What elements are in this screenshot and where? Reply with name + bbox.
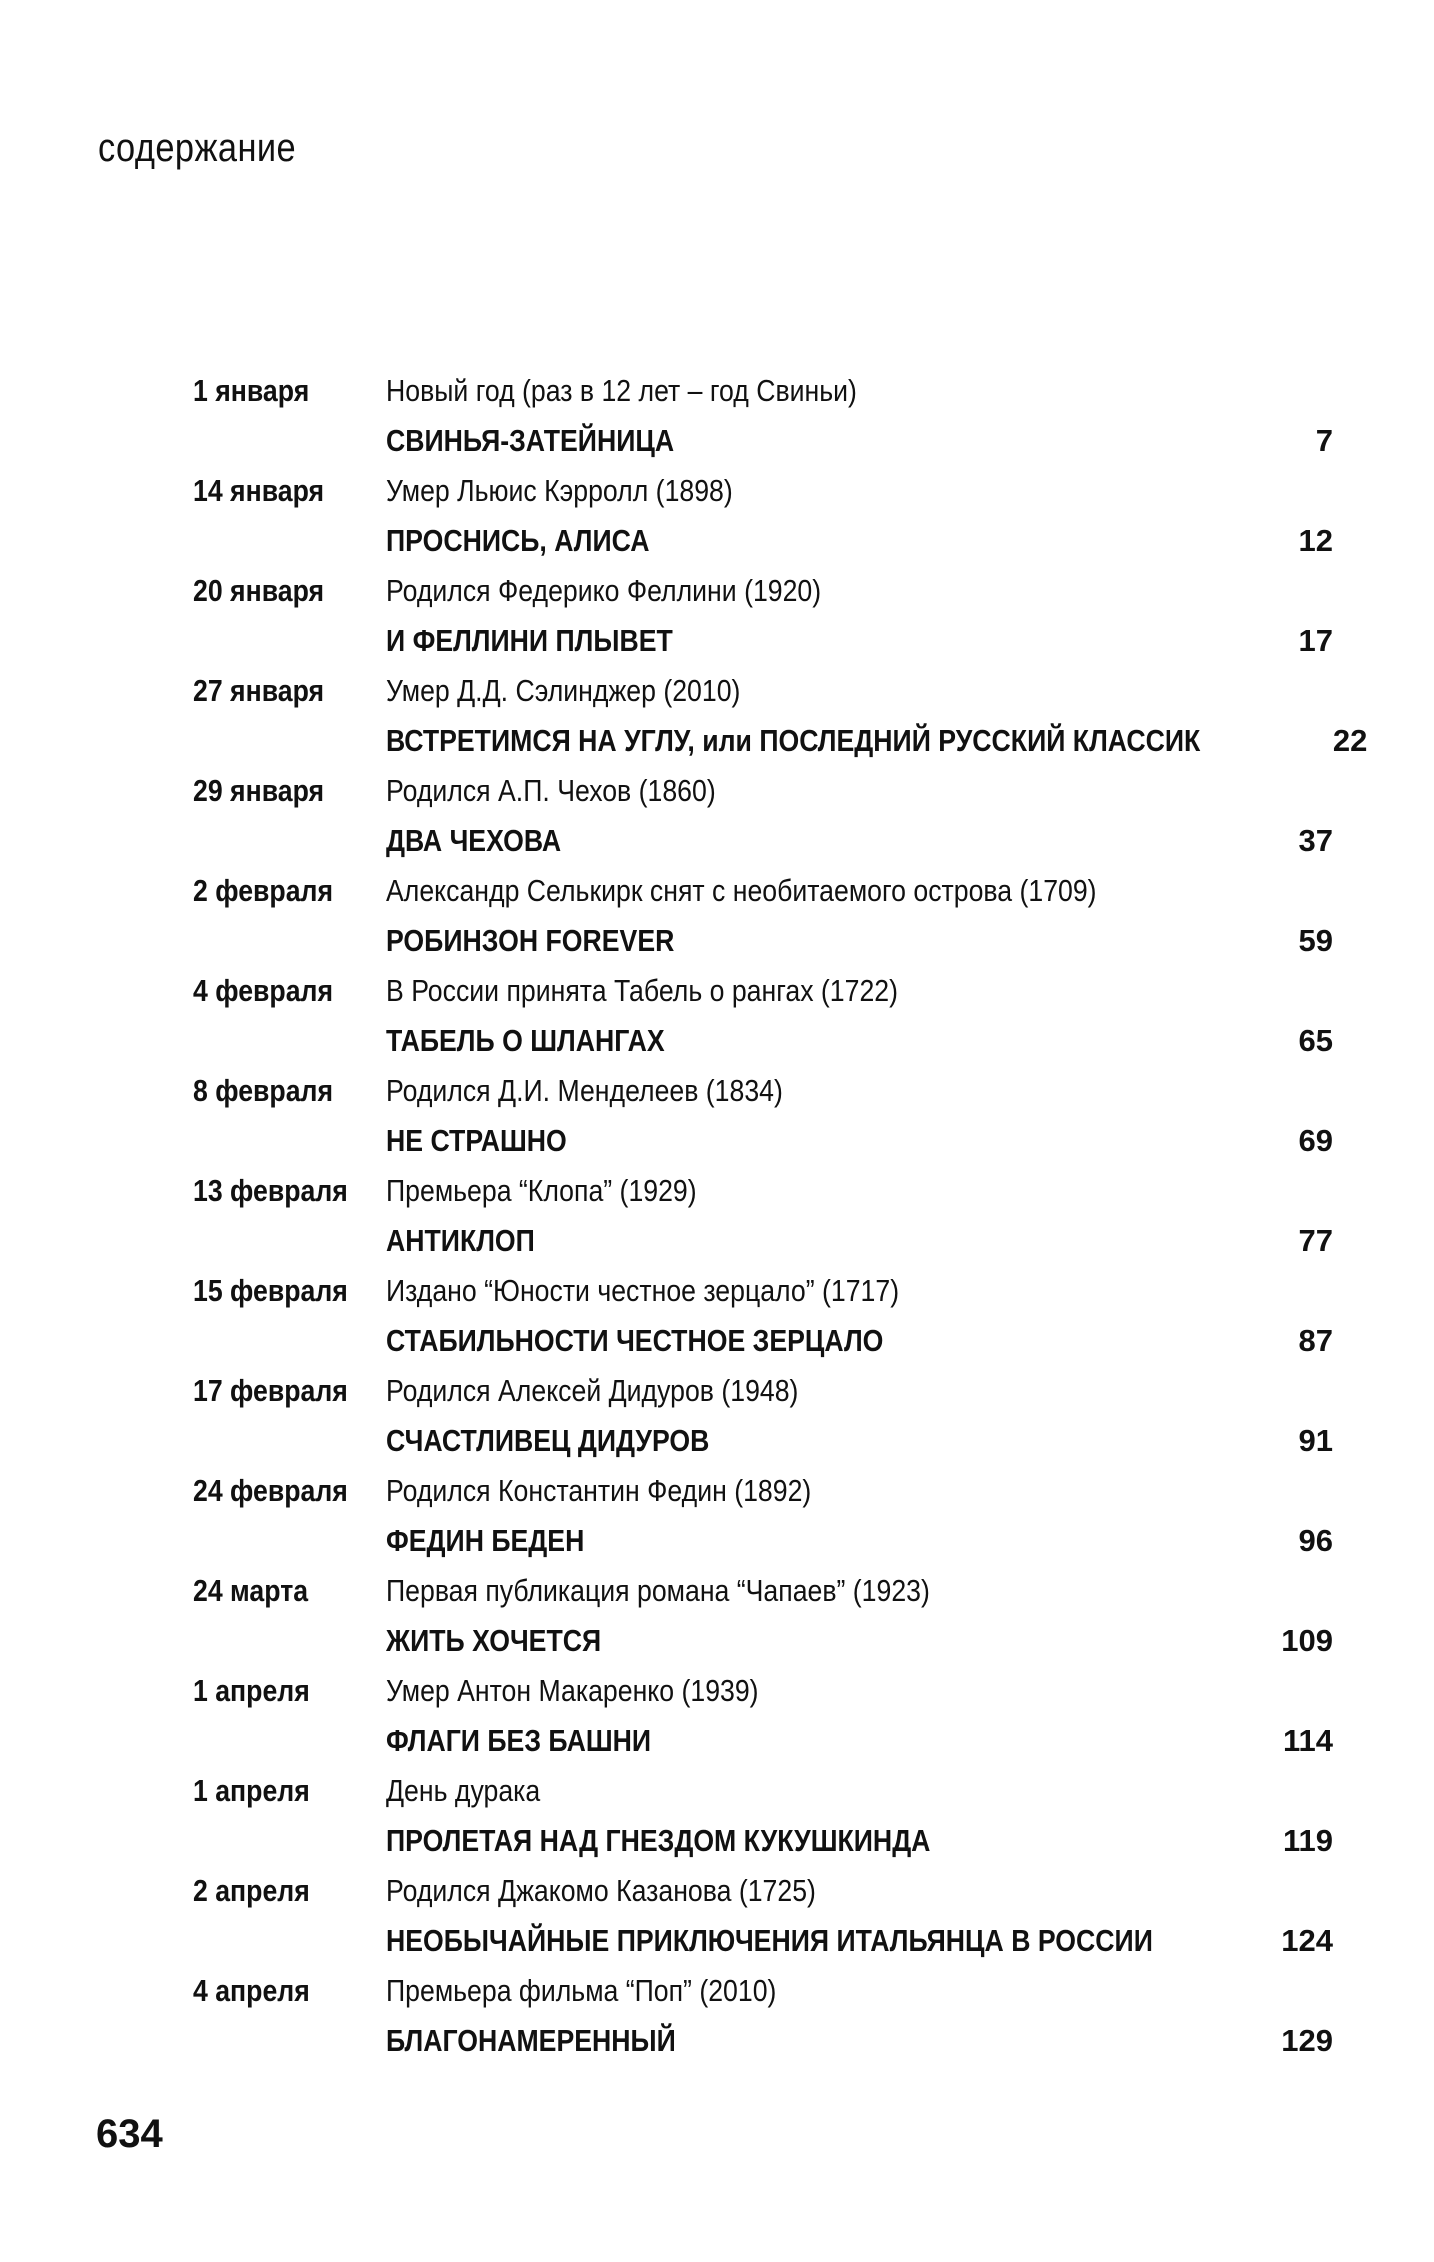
entry-date: 14 января bbox=[193, 473, 325, 508]
entry-date: 24 марта bbox=[193, 1573, 309, 1608]
entry-event: Родился Константин Федин (1892) bbox=[386, 1473, 812, 1508]
entry-title[interactable]: СВИНЬЯ-ЗАТЕЙНИЦА bbox=[386, 423, 675, 458]
entry-date: 2 апреля bbox=[193, 1873, 310, 1908]
toc-entry-title-row[interactable] bbox=[193, 416, 1333, 466]
toc-entry-title-row[interactable] bbox=[193, 1116, 1333, 1166]
toc-entry-title-row[interactable] bbox=[193, 716, 1368, 766]
entry-event: Премьера “Клопа” (1929) bbox=[386, 1173, 697, 1208]
entry-title[interactable]: РОБИНЗОН FOREVER bbox=[386, 923, 675, 958]
page-header: содержание bbox=[98, 126, 297, 170]
entry-event: Издано “Юности честное зерцало” (1717) bbox=[386, 1273, 900, 1308]
entry-title[interactable]: И ФЕЛЛИНИ ПЛЫВЕТ bbox=[386, 623, 673, 658]
entry-page-number: 119 bbox=[1282, 1823, 1333, 1858]
table-of-contents bbox=[193, 366, 1368, 2066]
entry-event: Умер Д.Д. Сэлинджер (2010) bbox=[386, 673, 741, 708]
entry-date: 27 января bbox=[193, 673, 325, 708]
entry-date: 17 февраля bbox=[193, 1373, 348, 1408]
toc-entry-title-row[interactable] bbox=[193, 516, 1333, 566]
toc-entry-title-row[interactable] bbox=[193, 616, 1333, 666]
entry-event: Родился Федерико Феллини (1920) bbox=[386, 573, 822, 608]
toc-entry-event-row bbox=[193, 1466, 1333, 1516]
entry-title[interactable]: ФЛАГИ БЕЗ БАШНИ bbox=[386, 1723, 652, 1758]
toc-entry-event-row bbox=[193, 1966, 1333, 2016]
toc-entry-event-row bbox=[193, 1366, 1333, 1416]
toc-entry-title-row[interactable] bbox=[193, 1816, 1333, 1866]
toc-entry-title-row[interactable] bbox=[193, 1716, 1333, 1766]
toc-entry-event-row bbox=[193, 466, 1333, 516]
entry-page-number: 124 bbox=[1281, 1923, 1333, 1958]
entry-page-number: 17 bbox=[1298, 623, 1333, 658]
entry-date: 1 января bbox=[193, 373, 310, 408]
entry-event: Родился Джакомо Казанова (1725) bbox=[386, 1873, 816, 1908]
entry-date: 15 февраля bbox=[193, 1273, 348, 1308]
toc-entry-title-row[interactable] bbox=[193, 1616, 1333, 1666]
entry-date: 1 апреля bbox=[193, 1673, 310, 1708]
entry-page-number: 114 bbox=[1282, 1723, 1333, 1758]
toc-entry-title-row[interactable] bbox=[193, 1316, 1333, 1366]
entry-page-number: 96 bbox=[1298, 1523, 1333, 1558]
toc-entry-title-row[interactable] bbox=[193, 1916, 1333, 1966]
entry-event: Первая публикация романа “Чапаев” (1923) bbox=[386, 1573, 930, 1608]
entry-date: 1 апреля bbox=[193, 1773, 310, 1808]
entry-date: 8 февраля bbox=[193, 1073, 334, 1108]
entry-event: Умер Льюис Кэрролл (1898) bbox=[386, 473, 733, 508]
entry-date: 13 февраля bbox=[193, 1173, 348, 1208]
toc-entry-title-row[interactable] bbox=[193, 2016, 1333, 2066]
toc-entry-event-row bbox=[193, 966, 1333, 1016]
toc-entry-title-row[interactable] bbox=[193, 1416, 1333, 1466]
toc-entry-event-row bbox=[193, 866, 1333, 916]
entry-title[interactable]: АНТИКЛОП bbox=[386, 1223, 535, 1258]
toc-entry-event-row bbox=[193, 1066, 1333, 1116]
toc-entry-event-row bbox=[193, 1866, 1333, 1916]
entry-page-number: 91 bbox=[1298, 1423, 1333, 1458]
entry-page-number: 69 bbox=[1298, 1123, 1333, 1158]
page-number: 634 bbox=[96, 2112, 163, 2156]
toc-entry-event-row bbox=[193, 1766, 1333, 1816]
toc-entry-title-row[interactable] bbox=[193, 916, 1333, 966]
toc-entry-title-row[interactable] bbox=[193, 816, 1333, 866]
toc-entry-event-row bbox=[193, 366, 1333, 416]
entry-title[interactable]: ФЕДИН БЕДЕН bbox=[386, 1523, 585, 1558]
entry-event: Умер Антон Макаренко (1939) bbox=[386, 1673, 759, 1708]
toc-entry-title-row[interactable] bbox=[193, 1216, 1333, 1266]
toc-entry-event-row bbox=[193, 1266, 1333, 1316]
entry-page-number: 87 bbox=[1298, 1323, 1333, 1358]
entry-page-number: 109 bbox=[1281, 1623, 1333, 1658]
entry-event: Александр Селькирк снят с необитаемого острова (1709) bbox=[386, 873, 1097, 908]
entry-page-number: 37 bbox=[1298, 823, 1333, 858]
toc-entry-event-row bbox=[193, 566, 1333, 616]
entry-event: Родился Алексей Дидуров (1948) bbox=[386, 1373, 799, 1408]
toc-entry-event-row bbox=[193, 1566, 1333, 1616]
entry-event: В России принята Табель о рангах (1722) bbox=[386, 973, 898, 1008]
entry-page-number: 77 bbox=[1298, 1223, 1333, 1258]
entry-page-number: 129 bbox=[1281, 2023, 1333, 2058]
entry-date: 24 февраля bbox=[193, 1473, 348, 1508]
entry-event: День дурака bbox=[386, 1773, 541, 1808]
entry-title[interactable]: ПРОСНИСЬ, АЛИСА bbox=[386, 523, 650, 558]
entry-event: Родился А.П. Чехов (1860) bbox=[386, 773, 716, 808]
entry-page-number: 59 bbox=[1298, 923, 1333, 958]
toc-entry-event-row bbox=[193, 1666, 1333, 1716]
entry-date: 4 апреля bbox=[193, 1973, 310, 2008]
entry-page-number: 22 bbox=[1332, 723, 1368, 758]
entry-page-number: 65 bbox=[1298, 1023, 1333, 1058]
entry-title[interactable]: ДВА ЧЕХОВА bbox=[386, 823, 562, 858]
entry-title[interactable]: НЕОБЫЧАЙНЫЕ ПРИКЛЮЧЕНИЯ ИТАЛЬЯНЦА В РОССИИ bbox=[386, 1923, 1153, 1958]
entry-date: 20 января bbox=[193, 573, 325, 608]
toc-entry-event-row bbox=[193, 666, 1333, 716]
entry-title[interactable]: ВСТРЕТИМСЯ НА УГЛУ, или ПОСЛЕДНИЙ РУССКИЙ КЛАССИК bbox=[386, 723, 1201, 758]
entry-page-number: 7 bbox=[1315, 423, 1333, 458]
toc-entry-title-row[interactable] bbox=[193, 1516, 1333, 1566]
entry-event: Новый год (раз в 12 лет – год Свиньи) bbox=[386, 373, 857, 408]
toc-entry-event-row bbox=[193, 766, 1333, 816]
toc-entry-event-row bbox=[193, 1166, 1333, 1216]
entry-title[interactable]: СТАБИЛЬНОСТИ ЧЕСТНОЕ ЗЕРЦАЛО bbox=[386, 1323, 884, 1358]
entry-title[interactable]: НЕ СТРАШНО bbox=[386, 1123, 567, 1158]
entry-title[interactable]: СЧАСТЛИВЕЦ ДИДУРОВ bbox=[386, 1423, 710, 1458]
entry-date: 4 февраля bbox=[193, 973, 334, 1008]
entry-event: Премьера фильма “Поп” (2010) bbox=[386, 1973, 777, 2008]
toc-entry-title-row[interactable] bbox=[193, 1016, 1333, 1066]
entry-event: Родился Д.И. Менделеев (1834) bbox=[386, 1073, 783, 1108]
entry-title[interactable]: БЛАГОНАМЕРЕННЫЙ bbox=[386, 2023, 676, 2058]
entry-title[interactable]: ПРОЛЕТАЯ НАД ГНЕЗДОМ КУКУШКИНДА bbox=[386, 1823, 931, 1858]
entry-date: 2 февраля bbox=[193, 873, 334, 908]
entry-page-number: 12 bbox=[1298, 523, 1333, 558]
entry-title[interactable]: ЖИТЬ ХОЧЕТСЯ bbox=[386, 1623, 602, 1658]
entry-date: 29 января bbox=[193, 773, 325, 808]
entry-title[interactable]: ТАБЕЛЬ О ШЛАНГАХ bbox=[386, 1023, 665, 1058]
